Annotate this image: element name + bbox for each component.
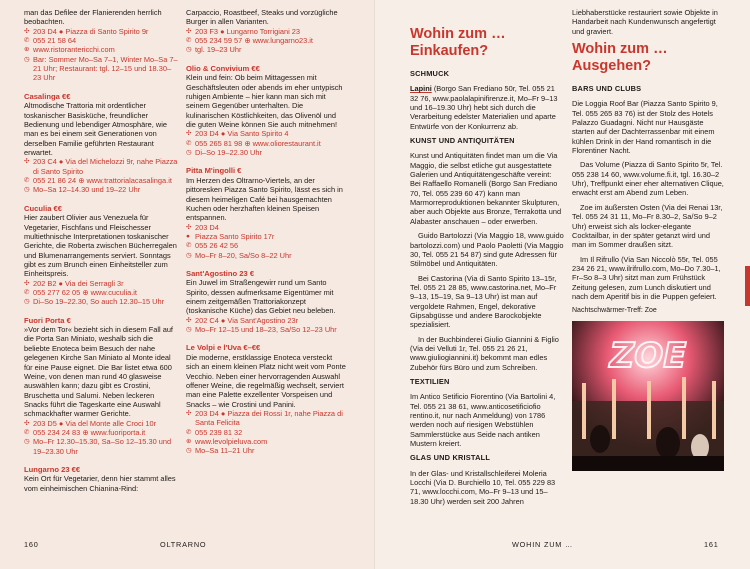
intro-info-block bbox=[186, 27, 346, 55]
entry-title: Fuori Porta € bbox=[24, 315, 71, 325]
heading-line: Wohin zum … bbox=[410, 26, 506, 42]
web-icon: ⊕ bbox=[186, 438, 192, 446]
heading-line: Ausgehen? bbox=[572, 58, 651, 75]
bar-photo-illustration bbox=[572, 321, 724, 471]
bar-paragraph: Zoe im äußersten Osten (Via dei Renai 13r, Tel. 055 24 31 11, Mo–Fr 8.30–2, Sa/So 9–2 Uhr) erweist sich als locker-elegante Cocktailbar, in der später getanzt wird und man im Sommer draußen sitzt. bbox=[572, 202, 723, 250]
page-number-right: 161 bbox=[704, 540, 719, 549]
left-column-1 bbox=[24, 8, 178, 502]
shop-paragraph: Guido Bartolozzi (Via Maggio 18, www.guido bartolozzi.com) und Paolo Paoletti (Via Maggio 30, Tel. 055 21 54 87) sind gute Adressen für Stilmöbel und Antiquitäten. bbox=[410, 231, 564, 269]
bar-photo bbox=[572, 321, 724, 471]
bar-paragraph: Die Loggia Roof Bar (Piazza Santo Spirito 9, Tel. 055 265 83 76) ist der Stolz des Hotels Palazzo Guadagni. Nicht nur Hausgäste starten auf der Dachterrassenbar mit einem kühlen Drink in der Hand romantisch in die Florentiner Nacht. bbox=[572, 99, 718, 156]
bar-paragraph: Im Il Rifrullo (Via San Niccolò 55r, Tel. 055 234 26 21, www.ilrifrullo.com, Mo–Do 7.30–1, Fr–So 8–3 Uhr) sitzt man zum Frühstück Zeitung gelesen, zum Lunch diskutiert und nach dem Aperitif bis in die Puppen gefeiert. bbox=[572, 254, 721, 301]
phone-line: 055 239 81 32 bbox=[195, 427, 243, 437]
hours-line: Mo–Fr 8–20, Sa/So 8–22 Uhr bbox=[195, 250, 292, 260]
phone-icon: ✆ bbox=[24, 177, 30, 184]
entry-title: Casalinga €€ bbox=[24, 91, 71, 101]
map-grid-icon: ✣ bbox=[186, 223, 192, 231]
map-grid-icon: ✣ bbox=[186, 130, 192, 138]
right-column-1 bbox=[410, 22, 564, 511]
hours-line: Mo–Fr 12.30–15.30, Sa–So 12–15.30 und 19–23.30 Uhr bbox=[33, 437, 172, 456]
entry-title: Sant'Agostino 23 € bbox=[186, 268, 255, 278]
clock-icon: ◷ bbox=[24, 186, 30, 194]
intro-paragraph: Liebhaberstücke restauriert sowie Objekte in Handarbeit nach Kundenwunsch angefertigt und graviert. bbox=[572, 8, 718, 36]
phone-icon: ✆ bbox=[186, 37, 192, 45]
address-line: 203 C4 ● Via del Michelozzi 9r, nahe Piazza di Santo Spirito bbox=[33, 157, 178, 176]
map-grid-icon: ✣ bbox=[24, 158, 30, 166]
entry-body: »Vor dem Tor« bezieht sich in diesem Fall auf die Porta San Miniato, weshalb sich die beliebte Enoteca beim Besuch der nahe gelegenen Kirche San Miniato al Monte ideal für eine Pause eignet. Die Bar listet etwa 600 Weine, von denen man rund 40 glasweise auswählen kann; dazu gibt es Crostini, Bruschetta und Salumi. Neben leckeren Snacks führt die Tageskarte eine Auswahl schmackhafter warmer Gerichte. bbox=[24, 325, 173, 419]
entry-title: Lungarno 23 €€ bbox=[24, 464, 81, 474]
shop-paragraph: In der Glas- und Kristallschleiferei Moleria Locchi (Via D. Burchiello 10, Tel. 055 229 83 71, www.locchi.com, Mo–Fr 9–13 und 15–18.30 Uhr) werden seit 200 Jahren bbox=[410, 468, 556, 506]
running-head-right: WOHIN ZUM … bbox=[512, 540, 574, 549]
address-line: 203 D4 ● Piazza dei Rossi 1r, nahe Piazza di Santa Felicita bbox=[195, 409, 343, 428]
web-link[interactable]: www.ristorantericchi.com bbox=[33, 45, 115, 55]
map-grid-icon: ✣ bbox=[24, 27, 30, 35]
clock-icon: ◷ bbox=[186, 447, 192, 455]
phone-web-line: 055 277 62 05 ⊕ www.cuculia.it bbox=[33, 287, 137, 297]
restaurant-entry bbox=[24, 316, 178, 456]
clock-icon: ◷ bbox=[186, 251, 192, 259]
phone-line: 055 21 58 64 bbox=[33, 36, 77, 46]
subheading: SCHMUCK bbox=[410, 69, 450, 78]
clock-icon: ◷ bbox=[24, 438, 30, 446]
restaurant-entry bbox=[186, 343, 346, 455]
restaurant-entry bbox=[24, 204, 178, 307]
chapter-tab-marker bbox=[745, 266, 750, 306]
intro-line: Carpaccio, Roastbeef, Steaks und vorzügliche Burger in allen Varianten. bbox=[186, 8, 338, 27]
section-heading-going-out bbox=[572, 41, 724, 75]
paragraph-text: (Borgo San Frediano 50r, Tel. 055 21 32 76, www.paolalapinifirenze.it, Mo–Fr 9–13 und 16–19.30 Uhr) hebt sich durch die Verarbeitung edelster Materialien und aparte Entwürfe von der Konkurrenz ab. bbox=[410, 84, 558, 131]
shop-paragraph: Im Antico Setificio Fiorentino (Via Bartolini 4, Tel. 055 21 38 61, www.anticosetificiofio rentino.it, nur nach Anmeldung) von 1786 werden noch auf riesigen Webstühlen Sammlerstücke aus Seide nach antiken Mustern kreiert. bbox=[410, 392, 556, 449]
phone-web-line: 055 234 24 83 ⊕ www.fuoriporta.it bbox=[33, 427, 146, 437]
entry-body: Hier zaubert Olivier aus Venezuela für Vegetarier, Fischfans und Fleischesser multiethnische Interpretationen toskanischer Gerichte, die Roberta zwischen Bücherregalen und Blumenarrangements serviert. Sonntags gibt es zum Brunch einen Einheitsteller zum Einheitspreis. bbox=[24, 213, 177, 279]
subheading: GLAS UND KRISTALL bbox=[410, 453, 491, 463]
subheading: KUNST UND ANTIQUITÄTEN bbox=[410, 136, 515, 146]
restaurant-entry bbox=[186, 64, 346, 158]
hours-line: Mo–Sa 11–21 Uhr bbox=[195, 446, 255, 456]
address-line: 203 F3 ● Lungarno Torrigiani 23 bbox=[195, 26, 300, 36]
location-pin-icon: ● bbox=[186, 232, 190, 240]
web-icon: ⊕ bbox=[24, 46, 30, 54]
zoe-neon-sign: ZOE bbox=[609, 335, 687, 376]
entry-body: Kein Ort für Vegetarier, denn hier stammt alles vom einheimischen Chianina-Rind: bbox=[24, 474, 176, 493]
intro-info-block bbox=[24, 27, 178, 83]
shop-name: Lapini bbox=[410, 84, 432, 94]
phone-icon: ✆ bbox=[186, 242, 192, 250]
right-column-2 bbox=[572, 8, 724, 471]
hours-line: Bar: Sommer Mo–Sa 7–1, Winter Mo–Sa 7–21 Uhr; Restaurant: tgl. 12–15 und 18.30–23 Uhr bbox=[33, 54, 178, 83]
running-head-left: OLTRARNO bbox=[160, 540, 207, 549]
map-grid-icon: ✣ bbox=[186, 410, 192, 418]
phone-icon: ✆ bbox=[24, 37, 30, 45]
left-column-2 bbox=[186, 8, 346, 465]
clock-icon: ◷ bbox=[24, 298, 30, 306]
phone-web-line: 055 21 86 24 ⊕ www.trattorialacasalinga.it bbox=[33, 176, 172, 185]
address-line: 202 C4 ● Via Sant'Agostino 23r bbox=[195, 315, 299, 325]
hours-line: Mo–Fr 12–15 und 18–23, Sa/So 12–23 Uhr bbox=[195, 325, 337, 335]
address-line: 202 B2 ● Via dei Serragli 3r bbox=[33, 278, 124, 288]
map-grid-icon: ✣ bbox=[24, 279, 30, 287]
map-grid-icon: ✣ bbox=[24, 419, 30, 427]
clock-icon: ◷ bbox=[186, 46, 192, 54]
subheading: BARS UND CLUBS bbox=[572, 84, 642, 94]
shop-paragraph: Kunst und Antiquitäten findet man um die Via Maggio, die selbst etliche gut ausgestattete Galerien und Antiquitätengeschäfte vereint: Bei Raffaello Romanelli (Borgo San Frediano 70, Tel. 055 239 60 47) kann man Marmorreproduktionen bekannter Skulpturen, aber auch Objekte aus Bronze, Terrakotta und Alabaster anschauen – oder erwerben. bbox=[410, 151, 562, 226]
map-grid-icon: ✣ bbox=[186, 316, 192, 324]
clock-icon: ◷ bbox=[186, 326, 192, 334]
clock-icon: ◷ bbox=[24, 55, 30, 63]
photo-caption: Nachtschwärmer-Treff: Zoe bbox=[572, 307, 657, 315]
entry-body: Altmodische Trattoria mit ordentlicher toskanischer Basisküche, freundlicher Bedienung und lebendiger Atmosphäre, wie man es bei einem seit Generationen von derselben Familie geführten Restaurant erwartet. bbox=[24, 101, 167, 157]
map-ref-line: 203 D4 bbox=[195, 222, 219, 232]
restaurant-entry bbox=[186, 269, 346, 335]
address-line: Piazza Santo Spirito 17r bbox=[195, 231, 275, 241]
heading-line: Einkaufen? bbox=[410, 43, 489, 59]
shop-paragraph bbox=[410, 84, 564, 131]
heading-line: Wohin zum … bbox=[572, 41, 668, 58]
page-number-left: 160 bbox=[24, 540, 39, 549]
phone-web-line: 055 265 81 98 ⊕ www.oliorestaurant.it bbox=[195, 138, 321, 148]
entry-title: Cuculia €€ bbox=[24, 203, 62, 213]
hours-line: Di–So 19–22.30, So auch 12.30–15 Uhr bbox=[33, 297, 165, 307]
web-link[interactable]: www.levolpieluva.com bbox=[195, 437, 268, 447]
bar-paragraph: Das Volume (Piazza di Santo Spirito 5r, Tel. 055 238 14 60, www.volume.fi.it, tgl. 16.30–2 Uhr), Treffpunkt einer eher alternativen Clique, erwacht erst am Abend zum Leben. bbox=[572, 160, 724, 198]
entry-title: Le Volpi e l'Uva €–€€ bbox=[186, 343, 261, 353]
entry-body: Die moderne, erstklassige Enoteca versteckt sich an einem kleinen Platz nicht weit vom Ponte Vecchio. Neben einer hervorragenden Auswahl offener Weine, die regelmäßig wechselt, serviert man eine Palette exzellenter Vorspeisen und Snacks – wie Crostini und Panini. bbox=[186, 352, 346, 409]
map-grid-icon: ✣ bbox=[186, 27, 192, 35]
address-line: 203 D4 ● Piazza di Santo Spirito 9r bbox=[33, 26, 149, 36]
phone-icon: ✆ bbox=[186, 428, 192, 436]
shop-paragraph: Bei Castorina (Via di Santo Spirito 13–15r, Tel. 055 21 28 85, www.castorina.net, Mo–Fr 9–13, 15–19, Sa 9–13 Uhr) ist man auf vergoldete Rahmen, Engel, dekorative Gipsabgüsse und andere Barockobjekte spezialisiert. bbox=[410, 273, 557, 330]
shop-paragraph: In der Buchbinderei Giulio Giannini & Figlio (Via dei Velluti 1r, Tel. 055 21 26 21, www.giuliogiannini.it) bekommt man edles Zubehör fürs Büro und zum Schreiben. bbox=[410, 334, 559, 372]
entry-body: Klein und fein: Ob beim Mittagessen mit Geschäftsleuten oder abends im eher untypisch ruhigen Ambiente – hier kann man sich mit seinem Gegenüber unterhalten. Die kulinarischen Köstlichkeiten, das Olivenöl und die guten Weine können Sie auch mitnehmen! bbox=[186, 73, 343, 129]
hours-line: tgl. 19–23 Uhr bbox=[195, 45, 242, 55]
phone-icon: ✆ bbox=[24, 428, 30, 436]
restaurant-entry bbox=[24, 92, 178, 195]
restaurant-entry bbox=[24, 465, 178, 493]
phone-line: 055 26 42 56 bbox=[195, 241, 239, 251]
hours-line: Di–So 19–22.30 Uhr bbox=[195, 147, 262, 157]
entry-title: Pitta M'ingolli € bbox=[186, 166, 242, 176]
entry-title: Olio & Convivium €€ bbox=[186, 63, 260, 73]
section-heading-shopping bbox=[410, 26, 564, 60]
phone-web-line: 055 234 59 57 ⊕ www.lungarno23.it bbox=[195, 36, 313, 46]
restaurant-entry bbox=[186, 166, 346, 260]
subheading: TEXTILIEN bbox=[410, 376, 450, 386]
phone-icon: ✆ bbox=[24, 288, 30, 296]
entry-body: Ein Juwel im Straßengewirr rund um Santo Spirito, dessen aufmerksame Eigentümer mit einem zeitgemäßen Trattoriakonzept (toskanische Küche) das Gebiet neu beleben. bbox=[186, 278, 336, 316]
intro-line: man das Defilee der Flanierenden herrlich bbox=[24, 8, 162, 17]
clock-icon: ◷ bbox=[186, 148, 192, 156]
address-line: 203 D5 ● Via del Monte alle Croci 10r bbox=[33, 418, 157, 428]
intro-line: beobachten. bbox=[24, 17, 65, 27]
entry-body: Im Herzen des Oltrarno-Viertels, an der pittoresken Piazza Santo Spirito, lässt es sich in diesem heimeligen Café bei hausgemachten Kuchen oder herzhaften kleinen Speisen entspannen. bbox=[186, 175, 343, 223]
address-line: 203 D4 ● Via Santo Spirito 4 bbox=[195, 129, 289, 139]
phone-icon: ✆ bbox=[186, 139, 192, 147]
hours-line: Mo–Sa 12–14.30 und 19–22 Uhr bbox=[33, 185, 141, 195]
